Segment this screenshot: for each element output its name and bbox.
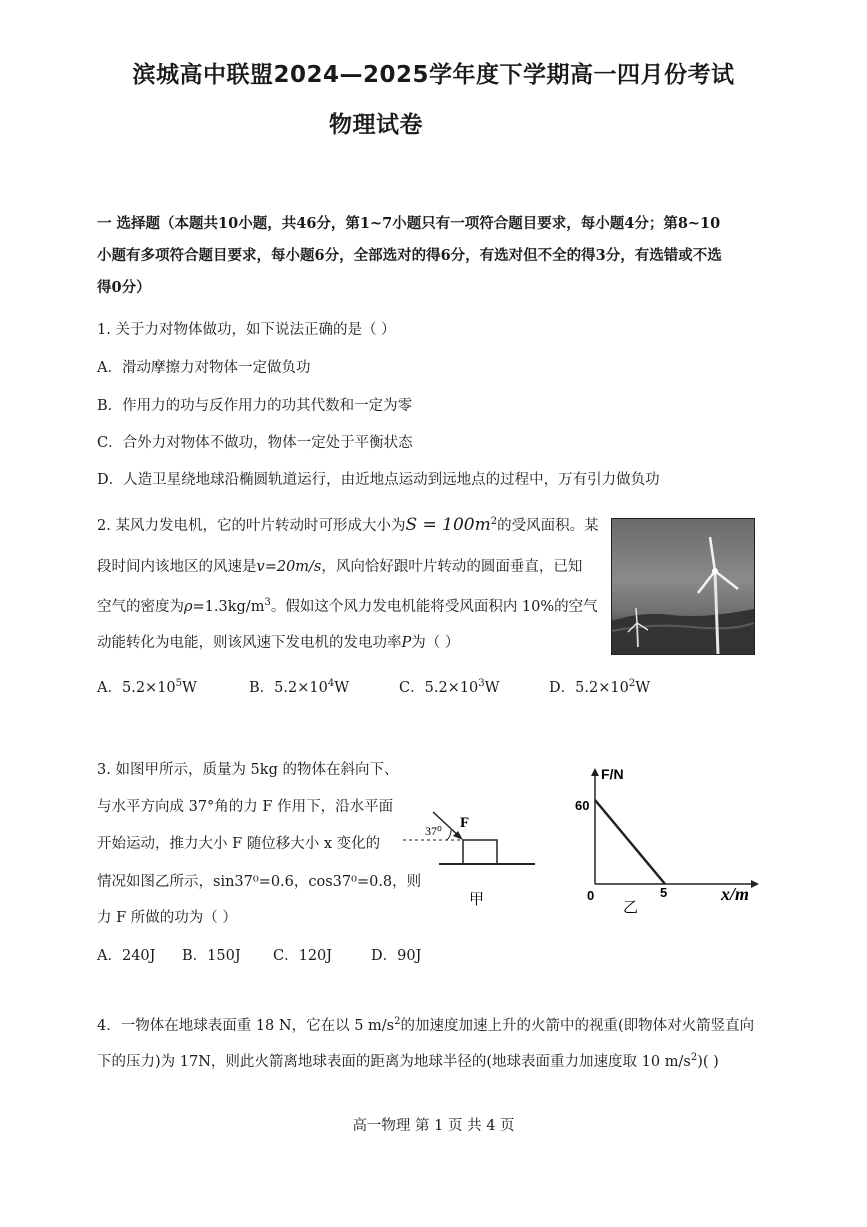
figure-jia-caption: 甲 xyxy=(469,890,485,908)
q3-line3: 开始运动，推力大小 F 随位移大小 x 变化的 xyxy=(97,836,381,852)
q4-text: 的加速度加速上升的火箭中的视重(即物体对火箭竖直向 xyxy=(400,1018,755,1034)
q3-option-b: B．150J xyxy=(182,948,241,964)
q3-option-c: C．120J xyxy=(273,948,333,964)
q4-line2 xyxy=(97,1052,719,1072)
q2-text: 为（ ） xyxy=(411,635,460,651)
wind-turbine-photo xyxy=(611,518,755,655)
q3-line2: 与水平方向成 37°角的力 F 作用下，沿水平面 xyxy=(97,799,394,815)
force-label: F xyxy=(460,815,470,831)
q2-wind-speed: v=20m/s xyxy=(256,559,322,575)
q2-options xyxy=(97,678,650,698)
q2-power-symbol: P xyxy=(401,635,412,651)
q2-option-b: B．$5.2\times 10^4W$ xyxy=(249,678,350,696)
exam-title: 滨城高中联盟2024—2025学年度下学期高一四月份考试 xyxy=(132,62,735,88)
figure-yi-caption: 乙 xyxy=(623,898,639,916)
q3-line1: 3. 如图甲所示，质量为 5kg 的物体在斜向下、 xyxy=(97,762,399,778)
q1-option-d: D．人造卫星绕地球沿椭圆轨道运行，由近地点运动到远地点的过程中，万有引力做负功 xyxy=(97,472,660,488)
x-tick-label: 5 xyxy=(660,885,668,900)
q2-text: ，风向恰好跟叶片转动的圆面垂直，已知 xyxy=(321,559,583,575)
q2-area-formula: S = 100m xyxy=(405,515,491,535)
q2-text: 的受风面积。某 xyxy=(497,518,599,534)
q3-line4: 情况如图乙所示，sin37⁰=0.6，cos37⁰=0.8，则 xyxy=(97,874,422,890)
q1-option-b: B．作用力的功与反作用力的功其代数和一定为零 xyxy=(97,398,413,414)
section-heading-line2: 小题有多项符合题目要求，每小题6分，全部选对的得6分，有选对但不全的得3分，有选错或不选 xyxy=(97,247,722,264)
figure-yi-chart xyxy=(575,758,765,918)
q1-option-a: A．滑动摩擦力对物体一定做负功 xyxy=(97,360,311,376)
q2-rho: ρ xyxy=(184,599,193,615)
q2-line3 xyxy=(97,597,598,617)
q2-rho-exp: 3 xyxy=(264,597,271,609)
series-line xyxy=(595,800,665,884)
x-axis-label: x/m xyxy=(721,884,750,904)
q2-text: 。假如这个风力发电机能将受风面积内 10%的空气 xyxy=(270,599,598,615)
q2-line2 xyxy=(97,557,582,577)
q2-text: 2. 某风力发电机，它的叶片转动时可形成大小为 xyxy=(97,518,406,534)
q2-text: 段时间内该地区的风速是 xyxy=(97,559,257,575)
q3-option-a: A．240J xyxy=(97,948,156,964)
q3-option-d: D．90J xyxy=(371,948,422,964)
q3-options xyxy=(97,946,421,966)
q3-line5: 力 F 所做的功为（ ） xyxy=(97,910,237,926)
origin-label: 0 xyxy=(587,888,595,903)
q4-exp: 2 xyxy=(690,1052,698,1064)
y-tick-label: 60 xyxy=(575,798,590,813)
q1-option-c: C．合外力对物体不做功，物体一定处于平衡状态 xyxy=(97,435,413,451)
q1-stem: 1. 关于力对物体做功，如下说法正确的是（ ） xyxy=(97,322,396,338)
angle-label: 37⁰ xyxy=(425,824,442,838)
q4-text: )( ) xyxy=(697,1054,719,1070)
q4-text: 4．一物体在地球表面重 18 N，它在以 5 m/s xyxy=(97,1018,395,1034)
y-axis-label: F/N xyxy=(601,766,624,782)
q2-text: =1.3kg/m xyxy=(192,599,265,615)
q2-option-d: D．$5.2\times 10^2W$ xyxy=(549,678,651,696)
exam-subtitle: 物理试卷 xyxy=(329,112,423,138)
y-axis-arrow xyxy=(591,768,599,776)
q2-option-c: C．$5.2\times 10^3W$ xyxy=(399,678,500,696)
q2-option-a: A．$5.2\times 10^5W$ xyxy=(97,678,197,696)
page-footer: 高一物理 第 1 页 共 4 页 xyxy=(352,1118,515,1134)
q2-line1 xyxy=(97,515,599,536)
q4-text: 下的压力)为 17N，则此火箭离地球表面的距离为地球半径的(地球表面重力加速度取 10 m/s xyxy=(97,1054,691,1070)
section-heading-line1: 一 选择题（本题共10小题，共46分，第1~7小题只有一项符合题目要求，每小题4分；第8~10 xyxy=(97,215,721,232)
q4-line1 xyxy=(97,1016,754,1036)
q2-line4 xyxy=(97,633,459,653)
q2-area-exp: 2 xyxy=(490,516,498,528)
q2-text: 空气的密度为 xyxy=(97,599,184,615)
q4-exp: 2 xyxy=(394,1016,401,1028)
x-axis-arrow xyxy=(751,880,759,888)
q2-text: 动能转化为电能，则该风速下发电机的发电功率 xyxy=(97,635,402,651)
figure-jia xyxy=(395,800,545,910)
section-heading-line3: 得0分） xyxy=(97,279,151,296)
